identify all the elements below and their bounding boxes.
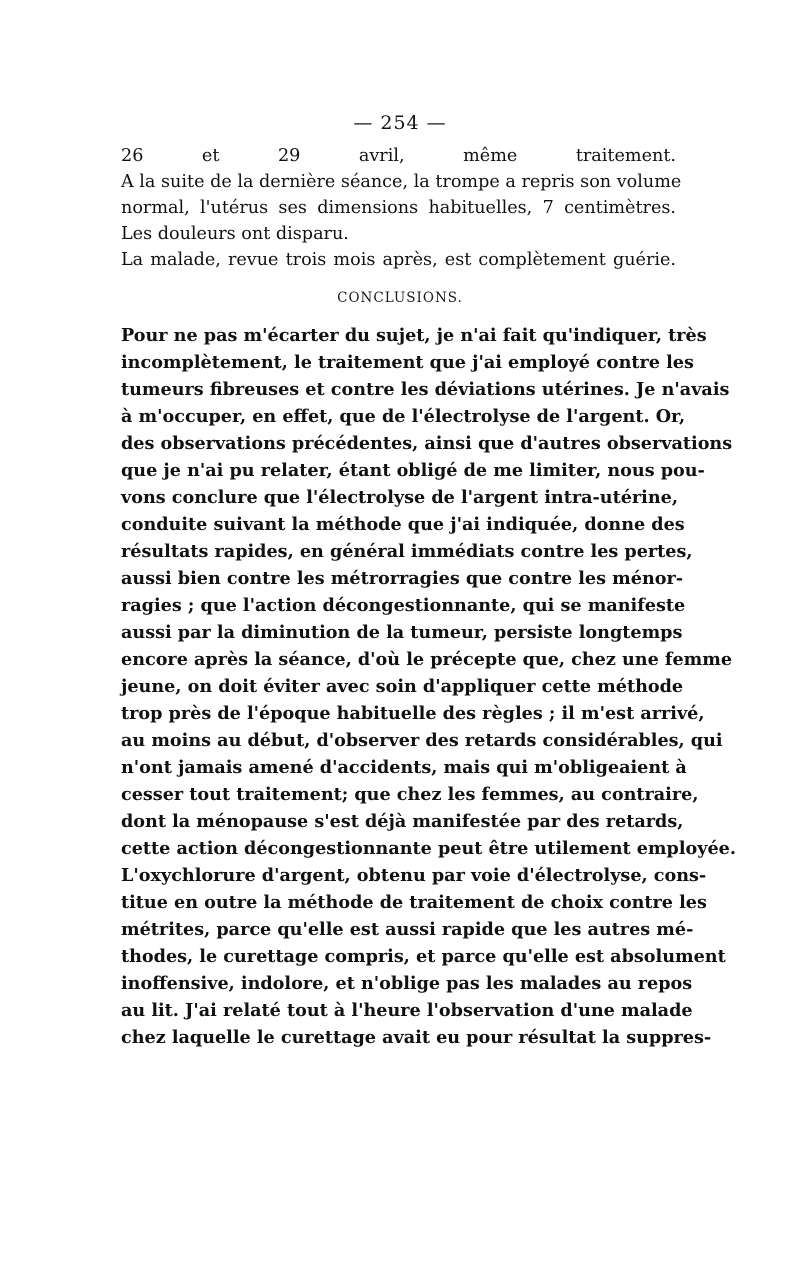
conclusion-line: trop près de l'époque habituelle des règles ; il m'est arrivé, <box>121 703 705 724</box>
conclusion-line: n'ont jamais amené d'accidents, mais qui m'obligeaient à <box>121 757 687 778</box>
conclusion-line: encore après la séance, d'où le précepte que, chez une femme <box>121 649 733 670</box>
conclusion-line: ragies ; que l'action décongestionnante, qui se manifeste <box>121 595 686 616</box>
conclusion-line: cesser tout traitement; que chez les femmes, au contraire, <box>121 784 699 805</box>
conclusion-line: tumeurs fibreuses et contre les déviations utérines. Je n'avais <box>121 379 730 400</box>
conclusion-line: aussi par la diminution de la tumeur, persiste longtemps <box>121 622 683 643</box>
conclusion-line: L'oxychlorure d'argent, obtenu par voie d'électrolyse, cons- <box>121 865 707 886</box>
conclusion-line: au moins au début, d'observer des retards considérables, qui <box>121 730 723 751</box>
intro-line: La malade, revue trois mois après, est complètement guérie. <box>121 250 676 270</box>
conclusion-line: cette action décongestionnante peut être utilement employée. <box>121 838 736 859</box>
conclusion-line: jeune, on doit éviter avec soin d'appliquer cette méthode <box>121 676 684 697</box>
intro-line: A la suite de la dernière séance, la trompe a repris son volume <box>121 172 682 192</box>
conclusion-line: Pour ne pas m'écarter du sujet, je n'ai fait qu'indiquer, très <box>121 325 707 346</box>
intro-line: Les douleurs ont disparu. <box>121 224 349 244</box>
conclusion-line: dont la ménopause s'est déjà manifestée par des retards, <box>121 811 684 832</box>
conclusion-line: des observations précédentes, ainsi que d'autres observations <box>121 433 733 454</box>
conclusion-line: vons conclure que l'électrolyse de l'argent intra-utérine, <box>121 487 678 508</box>
conclusion-line: que je n'ai pu relater, étant obligé de me limiter, nous pou- <box>121 460 705 481</box>
conclusion-line: métrites, parce qu'elle est aussi rapide que les autres mé- <box>121 919 694 940</box>
section-heading: CONCLUSIONS. <box>337 290 463 306</box>
page-number: — 254 — <box>353 112 447 134</box>
conclusion-line: titue en outre la méthode de traitement de choix contre les <box>121 892 707 913</box>
conclusion-line: conduite suivant la méthode que j'ai indiquée, donne des <box>121 514 685 535</box>
conclusion-line: inoffensive, indolore, et n'oblige pas les malades au repos <box>121 973 693 994</box>
conclusion-line: chez laquelle le curettage avait eu pour résultat la suppres- <box>121 1027 712 1048</box>
conclusion-line: résultats rapides, en général immédiats contre les pertes, <box>121 541 693 562</box>
conclusion-line: au lit. J'ai relaté tout à l'heure l'observation d'une malade <box>121 1000 693 1021</box>
conclusion-line: incomplètement, le traitement que j'ai employé contre les <box>121 352 694 373</box>
conclusion-line: à m'occuper, en effet, que de l'électrolyse de l'argent. Or, <box>121 406 686 427</box>
conclusion-line: thodes, le curettage compris, et parce qu'elle est absolument <box>121 946 726 967</box>
intro-line: 26 et 29 avril, même traitement. <box>121 146 676 166</box>
conclusion-line: aussi bien contre les métrorragies que contre les ménor- <box>121 568 684 589</box>
intro-line: normal, l'utérus ses dimensions habituelles, 7 centimètres. <box>121 198 676 218</box>
